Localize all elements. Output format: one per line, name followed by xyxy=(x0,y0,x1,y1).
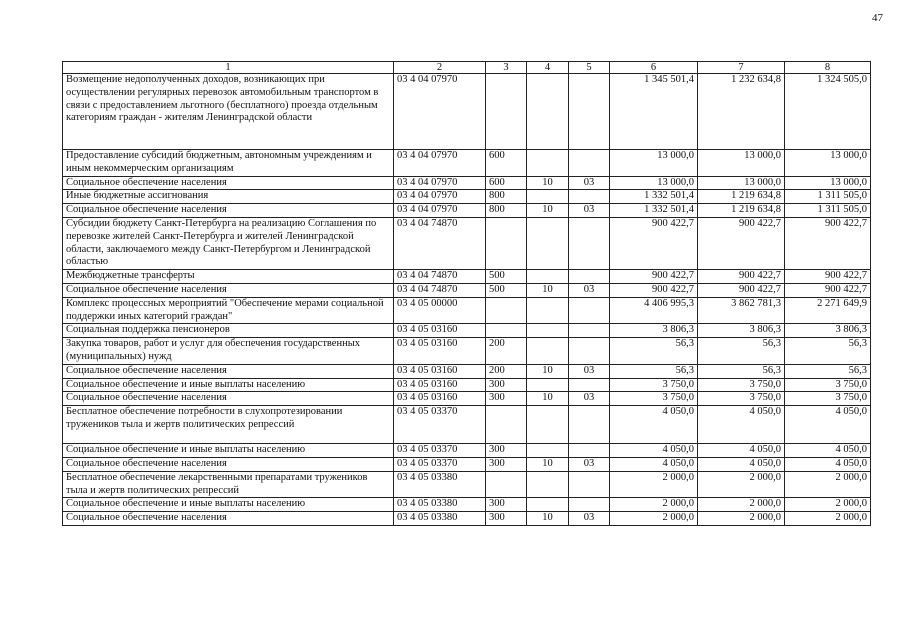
row-type-cell: 600 xyxy=(486,150,527,177)
table-row xyxy=(63,217,871,269)
table-body xyxy=(63,74,871,526)
row-subsection-cell xyxy=(569,190,610,204)
row-code-cell: 03 4 04 74870 xyxy=(394,270,486,284)
table-row xyxy=(63,176,871,190)
row-section-cell xyxy=(527,378,569,392)
row-code-cell: 03 4 04 07970 xyxy=(394,150,486,177)
row-subsection-cell xyxy=(569,471,610,498)
row-subsection-cell: 03 xyxy=(569,392,610,406)
row-value-7-cell: 56,3 xyxy=(698,338,785,365)
row-code-cell: 03 4 04 07970 xyxy=(394,190,486,204)
row-code-cell: 03 4 04 74870 xyxy=(394,217,486,269)
column-header: 4 xyxy=(527,62,569,74)
row-type-cell xyxy=(486,471,527,498)
table-row xyxy=(63,204,871,218)
row-subsection-cell: 03 xyxy=(569,457,610,471)
row-value-6-cell: 4 050,0 xyxy=(610,444,698,458)
row-value-7-cell: 3 750,0 xyxy=(698,392,785,406)
row-value-6-cell: 4 050,0 xyxy=(610,457,698,471)
row-subsection-cell xyxy=(569,74,610,150)
row-value-6-cell: 1 345 501,4 xyxy=(610,74,698,150)
table-row xyxy=(63,392,871,406)
table-header-row xyxy=(63,62,871,74)
row-section-cell xyxy=(527,217,569,269)
row-value-8-cell: 2 000,0 xyxy=(785,471,871,498)
row-value-6-cell: 2 000,0 xyxy=(610,471,698,498)
row-section-cell xyxy=(527,74,569,150)
column-header: 1 xyxy=(63,62,394,74)
row-name-cell: Социальное обеспечение населения xyxy=(63,392,394,406)
row-value-8-cell: 13 000,0 xyxy=(785,176,871,190)
table-row xyxy=(63,471,871,498)
table-row xyxy=(63,74,871,150)
row-subsection-cell: 03 xyxy=(569,204,610,218)
row-section-cell: 10 xyxy=(527,392,569,406)
row-name-cell: Бесплатное обеспечение лекарственными препаратами тружеников тыла и жертв политических репрессий xyxy=(63,471,394,498)
row-name-cell: Иные бюджетные ассигнования xyxy=(63,190,394,204)
row-value-7-cell: 2 000,0 xyxy=(698,512,785,526)
row-value-6-cell: 900 422,7 xyxy=(610,270,698,284)
budget-table xyxy=(62,61,871,526)
row-type-cell xyxy=(486,297,527,324)
row-type-cell: 300 xyxy=(486,498,527,512)
row-subsection-cell: 03 xyxy=(569,512,610,526)
row-section-cell: 10 xyxy=(527,512,569,526)
row-code-cell: 03 4 05 03380 xyxy=(394,512,486,526)
row-value-6-cell: 2 000,0 xyxy=(610,498,698,512)
row-value-8-cell: 900 422,7 xyxy=(785,270,871,284)
column-header: 3 xyxy=(486,62,527,74)
row-section-cell: 10 xyxy=(527,364,569,378)
row-subsection-cell xyxy=(569,150,610,177)
row-value-6-cell: 13 000,0 xyxy=(610,150,698,177)
row-value-6-cell: 900 422,7 xyxy=(610,283,698,297)
row-value-8-cell: 1 324 505,0 xyxy=(785,74,871,150)
row-name-cell: Социальное обеспечение населения xyxy=(63,364,394,378)
row-subsection-cell xyxy=(569,498,610,512)
row-code-cell: 03 4 05 03370 xyxy=(394,457,486,471)
row-type-cell: 500 xyxy=(486,270,527,284)
row-section-cell: 10 xyxy=(527,176,569,190)
column-header: 7 xyxy=(698,62,785,74)
column-header: 6 xyxy=(610,62,698,74)
table-row xyxy=(63,297,871,324)
table-row xyxy=(63,457,871,471)
row-value-8-cell: 3 750,0 xyxy=(785,392,871,406)
column-header: 5 xyxy=(569,62,610,74)
row-value-6-cell: 56,3 xyxy=(610,364,698,378)
row-subsection-cell xyxy=(569,406,610,444)
row-section-cell xyxy=(527,190,569,204)
row-subsection-cell: 03 xyxy=(569,364,610,378)
row-section-cell: 10 xyxy=(527,283,569,297)
row-code-cell: 03 4 05 03370 xyxy=(394,444,486,458)
row-subsection-cell: 03 xyxy=(569,176,610,190)
row-value-6-cell: 3 750,0 xyxy=(610,378,698,392)
row-name-cell: Межбюджетные трансферты xyxy=(63,270,394,284)
column-header: 8 xyxy=(785,62,871,74)
row-name-cell: Социальное обеспечение населения xyxy=(63,512,394,526)
row-value-8-cell: 4 050,0 xyxy=(785,406,871,444)
row-type-cell xyxy=(486,217,527,269)
row-value-6-cell: 2 000,0 xyxy=(610,512,698,526)
table-row xyxy=(63,378,871,392)
row-name-cell: Социальное обеспечение и иные выплаты населению xyxy=(63,498,394,512)
table-row xyxy=(63,364,871,378)
row-name-cell: Возмещение недополученных доходов, возникающих при осуществлении регулярных перевозок автомобильным транспортом в связи с предоставлением льготного (бесплатного) проезда отдельным категориям граждан - жителям Ленинградской области xyxy=(63,74,394,150)
row-code-cell: 03 4 05 03160 xyxy=(394,338,486,365)
row-subsection-cell xyxy=(569,338,610,365)
row-name-cell: Социальное обеспечение и иные выплаты населению xyxy=(63,378,394,392)
row-section-cell xyxy=(527,444,569,458)
row-subsection-cell: 03 xyxy=(569,283,610,297)
row-subsection-cell xyxy=(569,324,610,338)
row-type-cell xyxy=(486,324,527,338)
row-name-cell: Социальное обеспечение населения xyxy=(63,457,394,471)
table-row xyxy=(63,190,871,204)
row-value-7-cell: 4 050,0 xyxy=(698,444,785,458)
row-code-cell: 03 4 05 03380 xyxy=(394,471,486,498)
row-value-7-cell: 56,3 xyxy=(698,364,785,378)
row-name-cell: Социальное обеспечение населения xyxy=(63,204,394,218)
row-type-cell: 600 xyxy=(486,176,527,190)
row-type-cell: 500 xyxy=(486,283,527,297)
row-value-8-cell: 56,3 xyxy=(785,364,871,378)
row-section-cell xyxy=(527,406,569,444)
row-value-8-cell: 4 050,0 xyxy=(785,444,871,458)
row-code-cell: 03 4 05 03160 xyxy=(394,392,486,406)
row-code-cell: 03 4 05 03380 xyxy=(394,498,486,512)
row-value-7-cell: 3 806,3 xyxy=(698,324,785,338)
row-name-cell: Субсидии бюджету Санкт-Петербурга на реализацию Соглашения по перевозке жителей Санкт-Петербурга и жителей Ленинградской области, заключаемого между Санкт-Петербургом и Ленинградской областью xyxy=(63,217,394,269)
row-section-cell xyxy=(527,270,569,284)
row-value-7-cell: 1 232 634,8 xyxy=(698,74,785,150)
row-value-8-cell: 4 050,0 xyxy=(785,457,871,471)
table-row xyxy=(63,324,871,338)
row-name-cell: Комплекс процессных мероприятий "Обеспечение мерами социальной поддержки иных категорий граждан" xyxy=(63,297,394,324)
row-value-8-cell: 2 271 649,9 xyxy=(785,297,871,324)
table-row xyxy=(63,512,871,526)
row-code-cell: 03 4 04 07970 xyxy=(394,176,486,190)
row-value-6-cell: 4 050,0 xyxy=(610,406,698,444)
row-value-7-cell: 4 050,0 xyxy=(698,457,785,471)
row-name-cell: Социальное обеспечение населения xyxy=(63,176,394,190)
row-value-8-cell: 13 000,0 xyxy=(785,150,871,177)
row-section-cell xyxy=(527,471,569,498)
row-value-8-cell: 56,3 xyxy=(785,338,871,365)
table-row xyxy=(63,150,871,177)
row-name-cell: Бесплатное обеспечение потребности в слухопротезировании тружеников тыла и жертв политических репрессий xyxy=(63,406,394,444)
row-section-cell: 10 xyxy=(527,204,569,218)
row-section-cell xyxy=(527,297,569,324)
row-value-8-cell: 3 750,0 xyxy=(785,378,871,392)
row-subsection-cell xyxy=(569,378,610,392)
row-code-cell: 03 4 04 74870 xyxy=(394,283,486,297)
column-header: 2 xyxy=(394,62,486,74)
row-name-cell: Социальное обеспечение населения xyxy=(63,283,394,297)
row-type-cell: 800 xyxy=(486,190,527,204)
row-subsection-cell xyxy=(569,444,610,458)
row-name-cell: Закупка товаров, работ и услуг для обеспечения государственных (муниципальных) нужд xyxy=(63,338,394,365)
row-value-6-cell: 4 406 995,3 xyxy=(610,297,698,324)
table-row xyxy=(63,406,871,444)
row-code-cell: 03 4 05 03160 xyxy=(394,324,486,338)
row-value-7-cell: 3 750,0 xyxy=(698,378,785,392)
table-row xyxy=(63,338,871,365)
row-value-7-cell: 1 219 634,8 xyxy=(698,190,785,204)
row-subsection-cell xyxy=(569,217,610,269)
row-type-cell: 300 xyxy=(486,378,527,392)
row-subsection-cell xyxy=(569,270,610,284)
row-type-cell: 300 xyxy=(486,512,527,526)
row-name-cell: Предоставление субсидий бюджетным, автономным учреждениям и иным некоммерческим организациям xyxy=(63,150,394,177)
row-value-6-cell: 3 750,0 xyxy=(610,392,698,406)
row-type-cell: 300 xyxy=(486,392,527,406)
row-value-6-cell: 56,3 xyxy=(610,338,698,365)
row-section-cell xyxy=(527,338,569,365)
row-value-7-cell: 3 862 781,3 xyxy=(698,297,785,324)
table-row xyxy=(63,498,871,512)
row-value-8-cell: 1 311 505,0 xyxy=(785,190,871,204)
row-value-8-cell: 900 422,7 xyxy=(785,283,871,297)
row-value-7-cell: 4 050,0 xyxy=(698,406,785,444)
row-name-cell: Социальное обеспечение и иные выплаты населению xyxy=(63,444,394,458)
row-name-cell: Социальная поддержка пенсионеров xyxy=(63,324,394,338)
row-value-8-cell: 2 000,0 xyxy=(785,512,871,526)
row-section-cell: 10 xyxy=(527,457,569,471)
row-type-cell: 800 xyxy=(486,204,527,218)
row-section-cell xyxy=(527,324,569,338)
table-row xyxy=(63,444,871,458)
row-value-7-cell: 13 000,0 xyxy=(698,176,785,190)
row-code-cell: 03 4 05 00000 xyxy=(394,297,486,324)
row-value-7-cell: 2 000,0 xyxy=(698,471,785,498)
row-value-6-cell: 900 422,7 xyxy=(610,217,698,269)
row-value-7-cell: 900 422,7 xyxy=(698,270,785,284)
row-code-cell: 03 4 04 07970 xyxy=(394,74,486,150)
row-code-cell: 03 4 05 03160 xyxy=(394,378,486,392)
row-value-7-cell: 1 219 634,8 xyxy=(698,204,785,218)
row-type-cell: 200 xyxy=(486,364,527,378)
table-row xyxy=(63,283,871,297)
row-value-6-cell: 1 332 501,4 xyxy=(610,190,698,204)
row-code-cell: 03 4 05 03370 xyxy=(394,406,486,444)
row-type-cell: 300 xyxy=(486,444,527,458)
table-row xyxy=(63,270,871,284)
row-type-cell xyxy=(486,74,527,150)
page-number: 47 xyxy=(872,12,883,24)
row-value-7-cell: 900 422,7 xyxy=(698,217,785,269)
row-type-cell: 200 xyxy=(486,338,527,365)
row-value-7-cell: 900 422,7 xyxy=(698,283,785,297)
row-value-8-cell: 2 000,0 xyxy=(785,498,871,512)
row-code-cell: 03 4 05 03160 xyxy=(394,364,486,378)
row-type-cell xyxy=(486,406,527,444)
row-value-7-cell: 13 000,0 xyxy=(698,150,785,177)
row-type-cell: 300 xyxy=(486,457,527,471)
row-subsection-cell xyxy=(569,297,610,324)
row-section-cell xyxy=(527,498,569,512)
row-value-6-cell: 1 332 501,4 xyxy=(610,204,698,218)
row-value-6-cell: 13 000,0 xyxy=(610,176,698,190)
row-value-8-cell: 1 311 505,0 xyxy=(785,204,871,218)
row-code-cell: 03 4 04 07970 xyxy=(394,204,486,218)
row-value-7-cell: 2 000,0 xyxy=(698,498,785,512)
row-value-8-cell: 900 422,7 xyxy=(785,217,871,269)
row-value-8-cell: 3 806,3 xyxy=(785,324,871,338)
row-value-6-cell: 3 806,3 xyxy=(610,324,698,338)
row-section-cell xyxy=(527,150,569,177)
